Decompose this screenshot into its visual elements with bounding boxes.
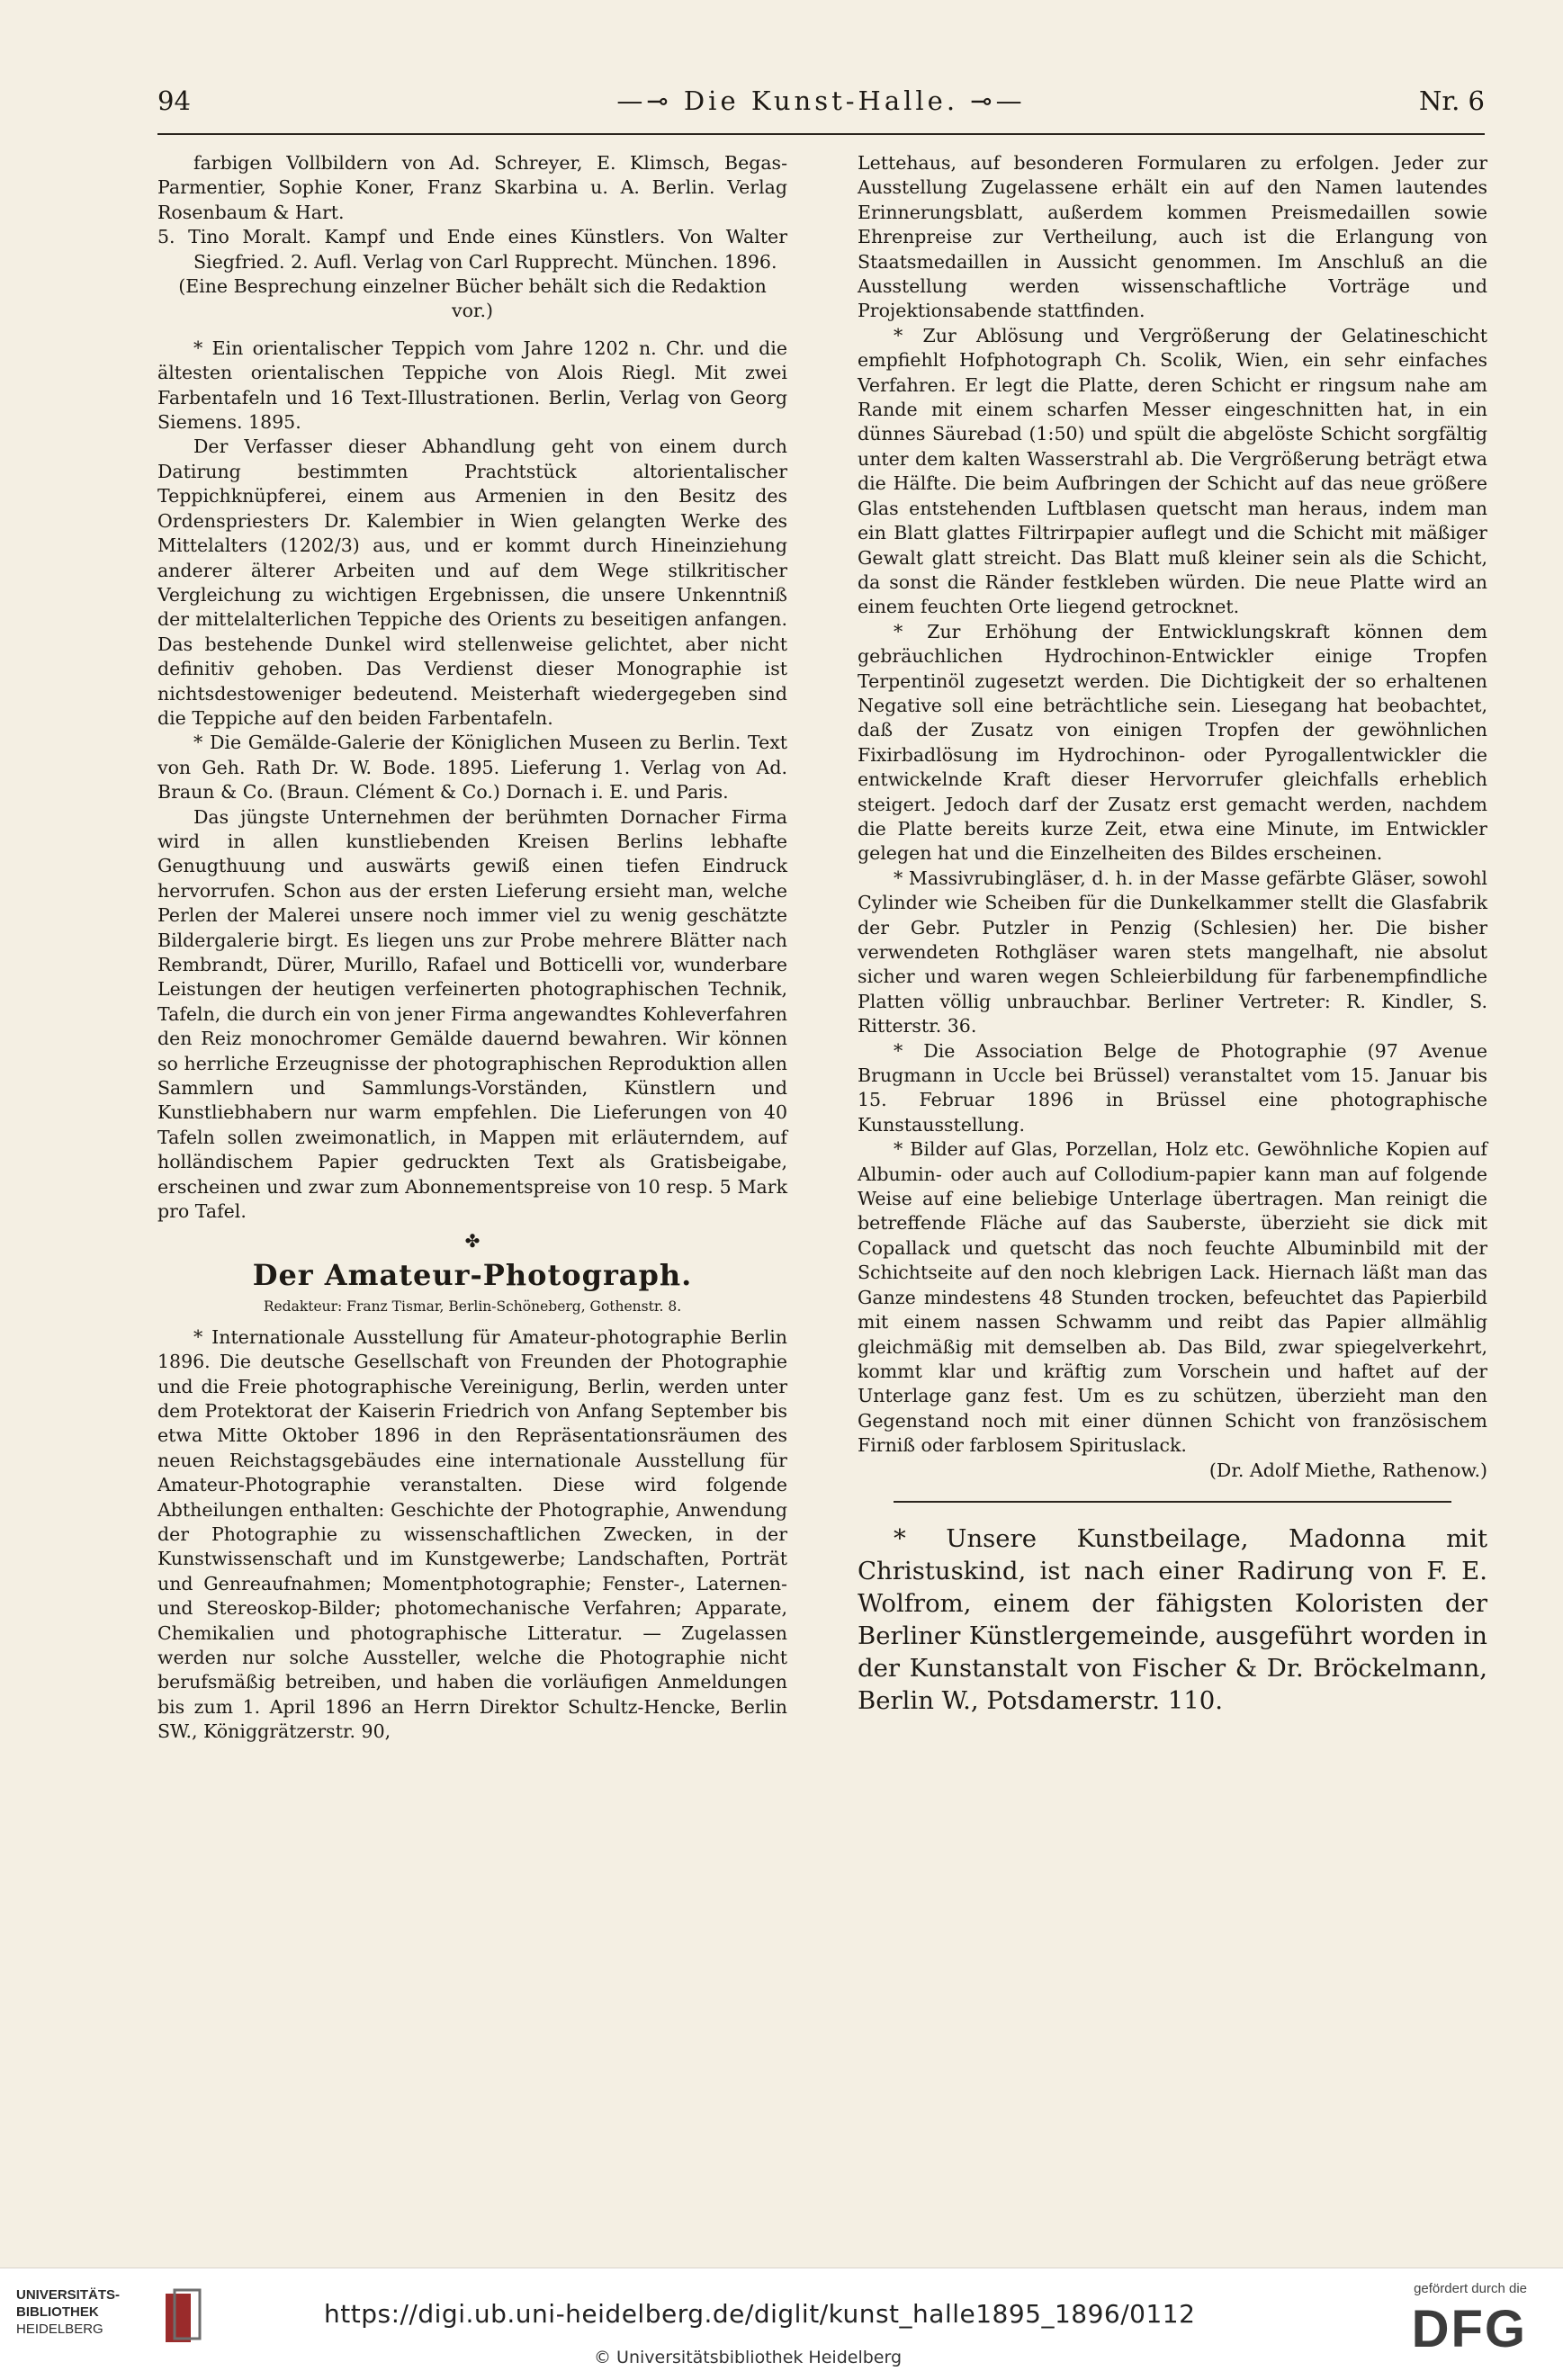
library-emblem-icon bbox=[164, 2288, 203, 2351]
paragraph: * Die Gemälde-Galerie der Königlichen Museen zu Berlin. Text von Geh. Rath Dr. W. Bode. 1895. Lieferung 1. Verlag von Ad. Braun & Co. (Braun. Clément & Co.) Dornach i. E. und Paris. bbox=[157, 732, 787, 804]
paragraph: * Bilder auf Glas, Porzellan, Holz etc. Gewöhnliche Kopien auf Albumin- oder auch auf Collodium-papier kann man auf folgende Weise auf eine beliebige Unterlage übertragen. Man reinigt die betreffende Fläche auf das Sauberste, überzieht sie dick mit Copallack und quetscht das noch feuchte Albuminbild mit der Schichtseite auf den noch klebrigen Lack. Hiernach läßt man das Ganze mindestens 48 Stunden trocken, befeuchtet das Papierbild mit einem nassen Schwamm und reibt das Papier allmählig gleichmäßig mit demselben ab. Das Bild, zwar spiegelverkehrt, kommt klar und kräftig zum Vorschein und haftet auf der Unterlage ganz fest. Um es zu schützen, überzieht man den Gegenstand noch mit einer dünnen Schicht von französischem Firniß oder farblosem Spirituslack. bbox=[858, 1138, 1487, 1457]
section-title: Der Amateur-Photograph. bbox=[252, 1257, 693, 1292]
paragraph: * Zur Ablösung und Vergrößerung der Gelatineschicht empfiehlt Hofphotograph Ch. Scolik, Wien, ein sehr einfaches Verfahren. Er legt die Platte, deren Schicht er ringsum nahe am Rande mit einem scharfen Messer eingeschnitten hat, in ein dünnes Säurebad (1:50) und spült die abgelöste Schicht sorgfältig unter dem kalten Wasserstrahl ab. Die Vergrößerung beträgt etwa die Hälfte. Die beim Aufbringen der Schicht auf das neue größere Glas entstehenden Luftblasen quetscht man heraus, indem man ein Blatt glattes Filtrirpapier auflegt und die Schicht mit mäßiger Gewalt glatt streicht. Das Blatt muß kleiner sein als die Schicht, da sonst die Ränder festkleben würden. Die neue Platte wird an einem feuchten Orte liegend getrocknet. bbox=[858, 324, 1487, 618]
funding-caption: gefördert durch die bbox=[1414, 2281, 1527, 2296]
permalink-url[interactable]: https://digi.ub.uni-heidelberg.de/diglit/kunst_halle1895_1896/0112 bbox=[324, 2299, 1196, 2329]
section-editor: Redakteur: Franz Tismar, Berlin-Schöneberg, Gothenstr. 8. bbox=[263, 1298, 682, 1316]
paragraph: * Internationale Ausstellung für Amateur-photographie Berlin 1896. Die deutsche Gesellschaft von Freunden der Photographie und die Freie photographische Vereinigung, Berlin, werden unter dem Protektorat der Kaiserin Friedrich von Anfang September bis etwa Mitte Oktober 1896 in den Repräsentationsräumen des neuen Reichstagsgebäudes eine internationale Ausstellung für Amateur-Photographie veranstalten. Diese wird folgende Abtheilungen enthalten: Geschichte der Photographie, Anwendung der Photographie zu wissenschaftlichen Zwecken, in der Kunstwissenschaft und im Kunstgewerbe; Landschaften, Porträt und Genreaufnahmen; Momentphotographie; Fenster-, Laternen- und Stereoskop-Bilder; photomechanische Verfahren; Apparate, Chemikalien und photographische Litteratur. — Zugelassen werden nur solche Aussteller, welche die Photographie nicht berufsmäßig betreiben, und haben die vorläufigen Anmeldungen bis zum 1. April 1896 an Herrn Direktor Schultz-Hencke, Berlin SW., Königgrätzerstr. 90, bbox=[157, 1325, 787, 1743]
paragraph: Lettehaus, auf besonderen Formularen zu erfolgen. Jeder zur Ausstellung Zugelassene erhält ein auf den Namen lautendes Erinnerungsblatt, außerdem kommen Preismedaillen sowie Ehrenpreise zur Vertheilung, auch ist die Erlangung von Staatsmedaillen in Aussicht genommen. Im Anschluß an die Ausstellung werden wissenschaftliche Vorträge und Projektionsabende stattfinden. bbox=[858, 152, 1487, 322]
paragraph: (Eine Besprechung einzelner Bücher behält sich die Redaktion vor.) bbox=[178, 275, 767, 322]
dfg-logo[interactable]: DFG bbox=[1411, 2300, 1527, 2358]
ornament-icon: ✤ bbox=[464, 1230, 481, 1253]
left-column bbox=[157, 151, 787, 1745]
copyright-notice: © Universitätsbibliothek Heidelberg bbox=[594, 2348, 903, 2367]
right-column bbox=[858, 151, 1487, 1717]
art-supplement-note: * Unsere Kunstbeilage, Madonna mit Christuskind, ist nach einer Radirung von F. E. Wolfrom, einem der fähigsten Koloristen der Berliner Künstlergemeinde, ausgeführt worden in der Kunstanstalt von Fischer & Dr. Bröckelmann, Berlin W., Potsdamerstr. 110. bbox=[858, 1523, 1487, 1715]
library-logo[interactable]: UNIVERSITÄTS- BIBLIOTHEK HEIDELBERG bbox=[16, 2287, 121, 2337]
paragraph: 5. Tino Moralt. Kampf und Ende eines Künstlers. Von Walter Siegfried. 2. Aufl. Verlag von Carl Rupprecht. München. 1896. bbox=[157, 226, 787, 273]
page-number: 94 bbox=[157, 85, 191, 116]
issue-number: Nr. 6 bbox=[1419, 85, 1485, 116]
page-header bbox=[157, 85, 1485, 130]
paragraph: Das jüngste Unternehmen der berühmten Dornacher Firma wird in allen kunstliebenden Kreisen Berlins lebhafte Genugthuung und auswärts gewiß einen tiefen Eindruck hervorrufen. Schon aus der ersten Lieferung ersieht man, welche Perlen der Malerei unsere noch immer viel zu wenig geschätzte Bildergalerie birgt. Es liegen uns zur Probe mehrere Blätter nach Rembrandt, Dürer, Murillo, Rafael und Botticelli vor, wunderbare Leistungen der heutigen verfeinerten photographischen Technik, Tafeln, die durch ein von jener Firma angewandtes Kohleverfahren den Reiz monochromer Gemälde dauernd bewahren. Wir können so herrliche Erzeugnisse der photographischen Reproduktion allen Sammlern und Sammlungs-Vorständen, Künstlern und Kunstliebhabern nur warm empfehlen. Die Lieferungen von 40 Tafeln sollen zweimonatlich, in Mappen mit erläuterndem, auf holländischem Papier gedruckten Text als Gratisbeigabe, erscheinen und zwar zum Abonnementspreise von 10 resp. 5 Mark pro Tafel. bbox=[157, 805, 787, 1223]
paragraph: * Massivrubingläser, d. h. in der Masse gefärbte Gläser, sowohl Cylinder wie Scheiben für die Dunkelkammer stellt die Glasfabrik der Gebr. Putzler in Penzig (Schlesien) her. Die bisher verwendeten Rothgläser waren stets mangelhaft, nie absolut sicher und waren wegen Schleierbildung für farbenempfindliche Platten völlig unbrauchbar. Berliner Vertreter: R. Kindler, S. Ritterstr. 36. bbox=[858, 867, 1487, 1037]
divider bbox=[894, 1501, 1451, 1503]
viewer-footer bbox=[0, 2268, 1563, 2380]
paragraph: * Zur Erhöhung der Entwicklungskraft können dem gebräuchlichen Hydrochinon-Entwickler einige Tropfen Terpentinöl zugesetzt werden. Die Dichtigkeit der so erhaltenen Negative soll eine beträchtliche sein. Liesegang hat beobachtet, daß der Zusatz von einigen Tropfen der gewöhnlichen Fixirbadlösung im Hydrochinon- oder Pyrogallentwickler die entwickelnde Kraft dieser Hervorrufer gleichfalls erheblich steigert. Jedoch darf der Zusatz erst gemacht werden, nachdem die Platte bereits kurze Zeit, etwa eine Minute, im Entwickler gelegen hat und die Einzelheiten des Bildes erscheinen. bbox=[858, 620, 1487, 865]
paragraph: * Ein orientalischer Teppich vom Jahre 1202 n. Chr. und die ältesten orientalischen Teppiche von Alois Riegl. Mit zwei Farbentafeln und 16 Text-Illustrationen. Berlin, Verlag von Georg Siemens. 1895. bbox=[157, 337, 787, 434]
paragraph: * Die Association Belge de Photographie (97 Avenue Brugmann in Uccle bei Brüssel) veranstaltet vom 15. Januar bis 15. Februar 1896 in Brüssel eine photographische Kunstausstellung. bbox=[858, 1039, 1487, 1136]
paragraph: Der Verfasser dieser Abhandlung geht von einem durch Datirung bestimmten Prachtstück altorientalischer Teppichknüpferei, einem aus Armenien in den Besitz des Ordenspriesters Dr. Kalembier in Wien gelangten Werke des Mittelalters (1202/3) aus, und er kommt durch Hineinziehung anderer älterer Arbeiten und auf dem Wege stilkritischer Vergleichung zu wichtigen Ergebnissen, die unsere Unkenntniß der mittelalterlichen Teppiche des Orients zu beseitigen anfangen. Das bestehende Dunkel wird stellenweise gelichtet, aber nicht definitiv gehoben. Das Verdienst dieser Monographie ist nichtsdestoweniger bedeutend. Meisterhaft wiedergegeben sind die Teppiche auf den beiden Farbentafeln. bbox=[157, 436, 787, 729]
header-rule bbox=[157, 133, 1485, 135]
journal-title: —⊸ Die Kunst-Halle. ⊸— bbox=[616, 85, 1026, 116]
author-signature: (Dr. Adolf Miethe, Rathenow.) bbox=[1208, 1459, 1487, 1481]
paragraph: farbigen Vollbildern von Ad. Schreyer, E. Klimsch, Begas-Parmentier, Sophie Koner, Franz Skarbina u. A. Berlin. Verlag Rosenbaum & Hart. bbox=[157, 152, 787, 223]
